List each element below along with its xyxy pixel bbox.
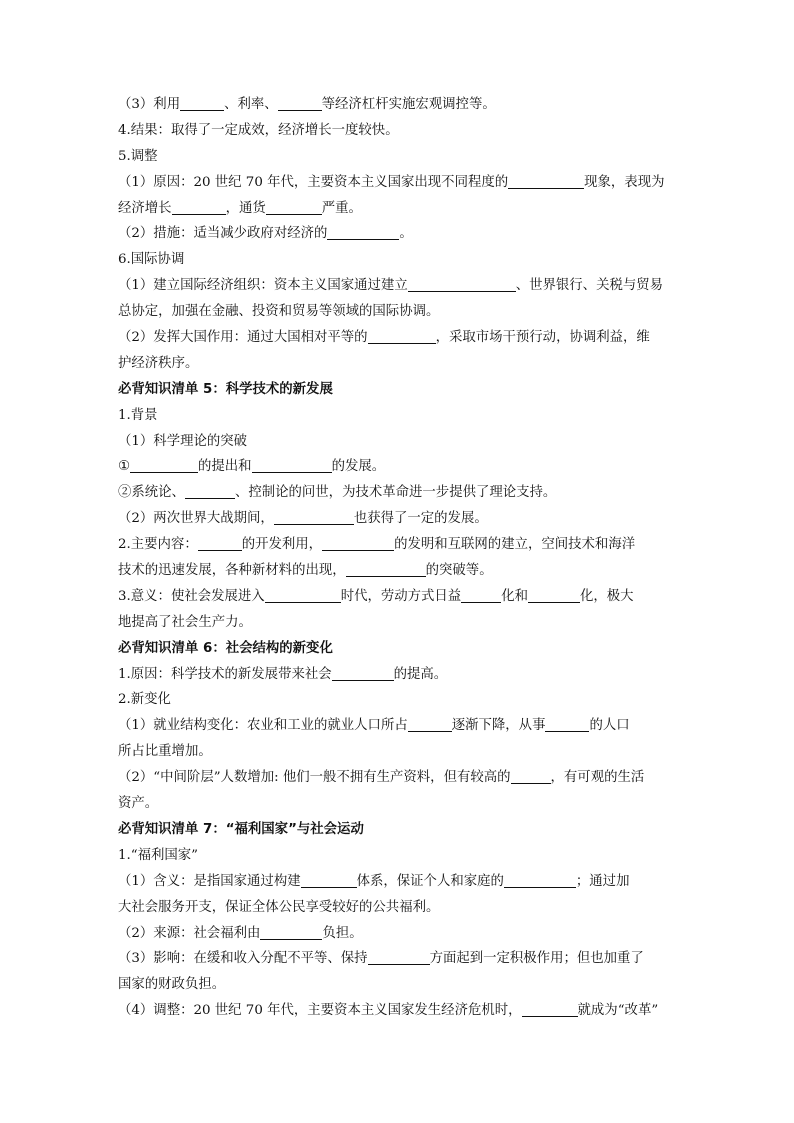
checklist-heading: 必背知识清单 7：“福利国家”与社会运动 [118, 821, 364, 837]
text-line: 所占比重增加。 [118, 744, 212, 760]
fill-blank [180, 94, 224, 111]
section-heading: 5.调整 [118, 148, 158, 164]
text-line: 资产。 [118, 796, 159, 812]
text-line: ②系统论、 、控制论的问世，为技术革命进一步提供了理论支持。 [118, 480, 678, 506]
fill-blank [322, 534, 394, 551]
fill-blank [545, 715, 589, 732]
text-line: （1）原因：20 世纪 70 年代，主要资本主义国家出现不同程度的 现象，表现为 [118, 170, 678, 196]
fill-blank [252, 456, 332, 473]
text-line: 总协定，加强在金融、投资和贸易等领域的国际协调。 [118, 304, 440, 320]
section-heading: 1.“福利国家” [118, 847, 199, 863]
text-line: 2.主要内容： 的开发利用， 的发明和互联网的建立，空间技术和海洋 [118, 532, 678, 558]
text-line: （2）来源：社会福利由 负担。 [118, 921, 678, 947]
text-line: （2）“中间阶层”人数增加: 他们一般不拥有生产资料，但有较高的 ，有可观的生活 [118, 765, 678, 791]
fill-blank [274, 508, 354, 525]
section-heading: 6.国际协调 [118, 252, 185, 268]
fill-blank [130, 456, 198, 473]
section-heading: 2.新变化 [118, 692, 171, 708]
fill-blank [198, 534, 242, 551]
text-line: （3）影响：在缓和收入分配不平等、保持 方面起到一定积极作用；但也加重了 [118, 946, 678, 972]
document-page [118, 92, 678, 1024]
text-line: 国家的财政负担。 [118, 977, 226, 993]
text-line: 4.结果：取得了一定成效，经济增长一度较快。 [118, 122, 399, 138]
text-line: （4）调整：20 世纪 70 年代，主要资本主义国家发生经济危机时， 就成为“改革” [118, 998, 678, 1024]
text-line: 大社会服务开支，保证全体公民享受较好的公共福利。 [118, 899, 440, 915]
text-line: （1）建立国际经济组织：资本主义国家通过建立 、世界银行、关税与贸易 [118, 273, 678, 299]
fill-blank [408, 275, 516, 292]
text-line: （3）利用 、利率、 等经济杠杆实施宏观调控等。 [118, 92, 678, 118]
fill-blank [332, 664, 394, 681]
text-line: 地提高了社会生产力。 [118, 614, 252, 630]
text-line: （2）两次世界大战期间， 也获得了一定的发展。 [118, 506, 678, 532]
fill-blank [172, 198, 226, 215]
fill-blank [368, 327, 436, 344]
fill-blank [508, 172, 584, 189]
text-line: （2）发挥大国作用：通过大国相对平等的 ，采取市场干预行动，协调利益，维 [118, 325, 678, 351]
text-line: （1）就业结构变化：农业和工业的就业人口所占 逐渐下降，从事 的人口 [118, 713, 678, 739]
text-line: ① 的提出和 的发展。 [118, 454, 678, 480]
text-line: 3.意义：使社会发展进入 时代，劳动方式日益 化和 化，极大 [118, 584, 678, 610]
text-line: （2）措施：适当减少政府对经济的 。 [118, 221, 678, 247]
fill-blank [461, 586, 501, 603]
fill-blank [265, 586, 341, 603]
text-line: （1）含义：是指国家通过构建 体系，保证个人和家庭的 ；通过加 [118, 869, 678, 895]
text-line: 技术的迅速发展，各种新材料的出现， 的突破等。 [118, 558, 678, 584]
checklist-heading: 必背知识清单 6：社会结构的新变化 [118, 640, 333, 656]
text-line: 护经济秩序。 [118, 355, 199, 371]
text-line: 1.原因：科学技术的新发展带来社会 的提高。 [118, 662, 678, 688]
fill-blank [528, 586, 580, 603]
checklist-heading: 必背知识清单 5：科学技术的新发展 [118, 381, 333, 397]
fill-blank [185, 482, 235, 499]
fill-blank [301, 871, 357, 888]
fill-blank [408, 715, 452, 732]
section-heading: 1.背景 [118, 407, 158, 423]
text-line: （1）科学理论的突破 [118, 433, 248, 449]
fill-blank [327, 223, 399, 240]
fill-blank [522, 1000, 578, 1017]
fill-blank [346, 560, 426, 577]
fill-blank [260, 923, 322, 940]
fill-blank [368, 948, 430, 965]
fill-blank [504, 871, 576, 888]
fill-blank [511, 767, 551, 784]
fill-blank [266, 198, 322, 215]
text-line: 经济增长 ，通货 严重。 [118, 196, 678, 222]
fill-blank [278, 94, 322, 111]
